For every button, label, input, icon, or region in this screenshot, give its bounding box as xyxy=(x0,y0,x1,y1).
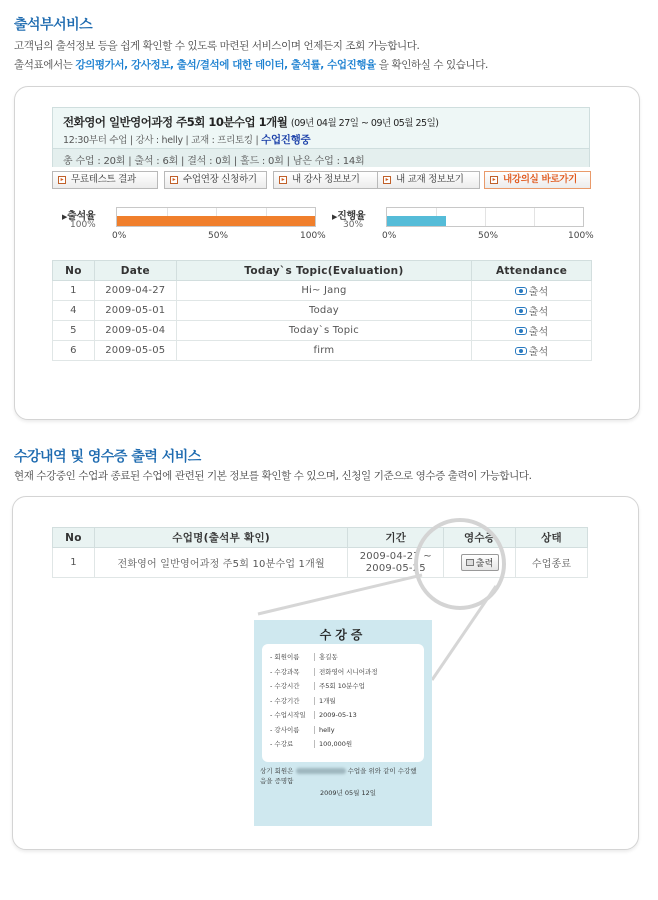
col-no: No xyxy=(53,528,95,548)
arrow-icon: ▸ xyxy=(58,176,66,184)
course-detail: 12:30부터 수업 | 강사 : helly | 교재 : 프리토킹 | xyxy=(63,135,259,146)
blurred-name xyxy=(296,768,346,774)
cert-value: 2009-05-13 xyxy=(314,711,357,719)
col-course: 수업명(출석부 확인) xyxy=(94,528,347,548)
cert-key: - 수업시작일 xyxy=(270,710,314,719)
cell-date: 2009-05-01 xyxy=(94,301,176,321)
cert-key: - 수강과목 xyxy=(270,667,314,676)
triangle-icon: ▶ xyxy=(62,213,68,221)
cell-topic: firm xyxy=(176,341,471,361)
cert-key: - 수강기간 xyxy=(270,696,314,705)
cell-date: 2009-04-27 xyxy=(94,281,176,301)
button-label: 내 강사 정보보기 xyxy=(292,174,360,185)
cert-value: 1개월 xyxy=(314,697,336,705)
button-label: 내강의실 바로가기 xyxy=(503,174,578,185)
cell-no: 1 xyxy=(53,548,95,578)
cert-value: 100,000원 xyxy=(314,740,352,748)
cell-course[interactable]: 전화영어 일반영어과정 주5회 10분수업 1개월 xyxy=(94,548,347,578)
arrow-icon: ▸ xyxy=(279,176,287,184)
course-stats: 총 수업 : 20회 | 출석 : 6회 | 결석 : 0회 | 홀드 : 0회 | 남은 수업 : 14회 xyxy=(53,148,589,167)
cert-key: - 강사이름 xyxy=(270,725,314,734)
certificate-date: 2009년 05월 12일 xyxy=(320,789,377,797)
certificate-row xyxy=(270,725,335,734)
col-period: 기간 xyxy=(348,528,444,548)
col-topic: Today`s Topic(Evaluation) xyxy=(176,261,471,281)
attendance-section-title: 출석부서비스 xyxy=(14,17,93,33)
col-receipt: 영수증 xyxy=(444,528,516,548)
certificate-footer-1 xyxy=(260,766,417,775)
attendance-status: 출석 xyxy=(528,287,549,298)
attendance-status: 출석 xyxy=(528,347,549,358)
foot-prefix: 상기 회원은 xyxy=(260,767,294,775)
course-name: 전화영어 일반영어과정 주5회 10분수업 1개월 xyxy=(63,115,288,129)
desc-suffix: 을 확인하실 수 있습니다. xyxy=(378,59,488,71)
col-attendance: Attendance xyxy=(472,261,592,281)
col-no: No xyxy=(53,261,95,281)
cert-value: 주5회 10분수업 xyxy=(314,682,365,690)
arrow-icon: ▸ xyxy=(383,176,391,184)
cell-no: 1 xyxy=(53,281,95,301)
desc-prefix: 출석표에서는 xyxy=(14,59,73,71)
receipt-section-desc: 현재 수강중인 수업과 종료된 수업에 관련된 기본 정보를 확인할 수 있으며, 신청일 기준으로 영수증 출력이 가능합니다. xyxy=(14,470,532,482)
cell-no: 5 xyxy=(53,321,95,341)
attendance-rate-value: 100% xyxy=(70,220,96,230)
cert-value: 홍길동 xyxy=(314,653,338,661)
col-status: 상태 xyxy=(516,528,588,548)
certificate-row xyxy=(270,710,357,719)
cell-date: 2009-05-04 xyxy=(94,321,176,341)
cert-key: - 수강료 xyxy=(270,739,314,748)
cert-key: - 수강시간 xyxy=(270,681,314,690)
triangle-icon: ▶ xyxy=(332,213,338,221)
progress-rate-label: ▶진행율 xyxy=(332,211,366,222)
attendance-section-desc-1: 고객님의 출석정보 등을 쉽게 확인할 수 있도록 마련된 서비스이며 언제든지 조회 가능합니다. xyxy=(14,40,420,52)
att-tick-100: 100% xyxy=(300,231,326,241)
button-label: 내 교재 정보보기 xyxy=(396,174,464,185)
prog-tick-0: 0% xyxy=(382,231,397,241)
cell-topic: Hi~ Jang xyxy=(176,281,471,301)
cert-key: - 회원이름 xyxy=(270,652,314,661)
button-label: 수업연장 신청하기 xyxy=(183,174,257,185)
cell-no: 4 xyxy=(53,301,95,321)
progress-rate-value: 30% xyxy=(343,220,364,230)
attendance-status: 출석 xyxy=(528,327,549,338)
certificate-body xyxy=(262,644,424,762)
button-label: 무료테스트 결과 xyxy=(71,174,136,185)
certificate-row xyxy=(270,739,352,748)
period-start: 2009-04-27 ~ xyxy=(359,550,432,562)
certificate-title: 수강증 xyxy=(319,628,367,642)
button-label: 출력 xyxy=(475,559,494,569)
att-tick-0: 0% xyxy=(112,231,127,241)
certificate-footer-2: 음을 증명함 xyxy=(260,777,294,785)
arrow-icon: ▸ xyxy=(170,176,178,184)
cell-no: 6 xyxy=(53,341,95,361)
cell-topic: Today xyxy=(176,301,471,321)
attendance-rate-label: ▶출석율 xyxy=(62,211,96,222)
certificate-row xyxy=(270,667,378,676)
certificate-row xyxy=(270,652,338,661)
prog-tick-50: 50% xyxy=(478,231,499,241)
prog-tick-100: 100% xyxy=(568,231,594,241)
cert-value: 전화영어 시니어과정 xyxy=(314,668,378,676)
attendance-status: 출석 xyxy=(528,307,549,318)
period-end: 2009-05-25 xyxy=(365,562,426,574)
cert-value: helly xyxy=(314,726,335,734)
certificate-preview xyxy=(254,620,432,826)
receipt-section-title: 수강내역 및 영수증 출력 서비스 xyxy=(14,449,201,465)
col-date: Date xyxy=(94,261,176,281)
certificate-row xyxy=(270,681,365,690)
desc-highlight: 강의평가서, 강사정보, 출석/결석에 대한 데이터, 출석률, 수업진행율 xyxy=(75,59,376,71)
course-period: (09년 04월 27일 ~ 09년 05월 25일) xyxy=(290,118,439,129)
cell-date: 2009-05-05 xyxy=(94,341,176,361)
course-status: 수업진행중 xyxy=(261,134,311,146)
certificate-row xyxy=(270,696,336,705)
arrow-icon: ▸ xyxy=(490,176,498,184)
cell-topic: Today`s Topic xyxy=(176,321,471,341)
att-tick-50: 50% xyxy=(208,231,229,241)
foot-suffix: 수업을 위와 같이 수강했 xyxy=(347,767,417,775)
cell-status: 수업종료 xyxy=(516,548,588,578)
